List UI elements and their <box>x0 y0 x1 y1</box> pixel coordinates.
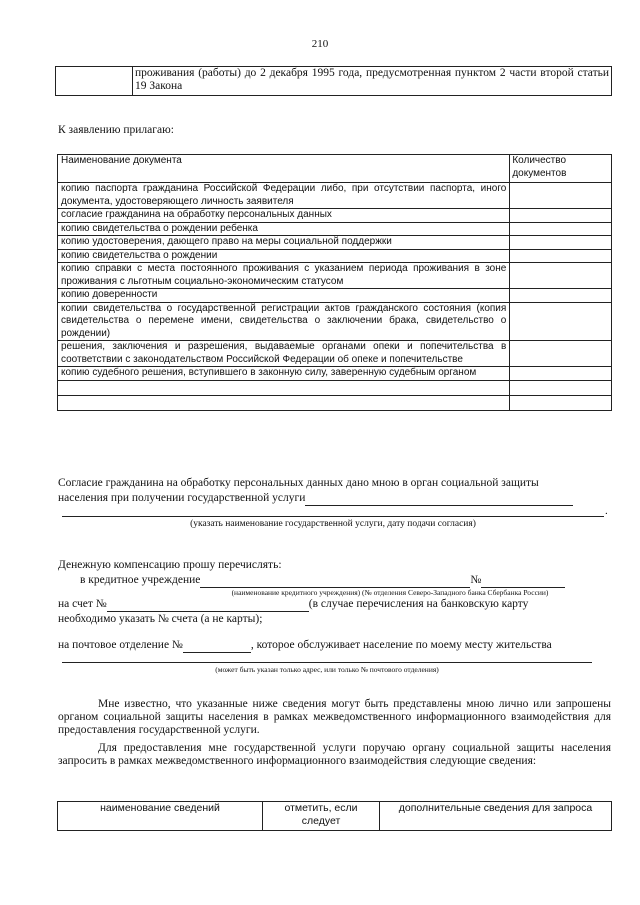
continuation-text: проживания (работы) до 2 декабря 1995 года, предусмотренная пунктом 2 части второй статьи 19 Закона <box>133 67 612 96</box>
document-name: решения, заключения и разрешения, выдаваемые органами опеки и попечительства в соответствии с законодательством Российской Федерации об опеке и попечительстве <box>58 341 510 367</box>
credit-line <box>80 573 580 588</box>
consent-line-2 <box>58 491 613 506</box>
account-line-2: необходимо указать № счета (а не карты); <box>58 613 263 625</box>
page-number: 210 <box>311 38 329 50</box>
document-count <box>510 236 612 250</box>
table-row <box>58 249 612 263</box>
table-header-row <box>58 155 612 183</box>
document-name: копию справки с места постоянного проживания с указанием периода проживания в зоне проживания с льготным социально-экономическим статусом <box>58 263 510 289</box>
document-name: копию судебного решения, вступившего в законную силу, заверенную судебным органом <box>58 367 510 381</box>
post-address-field[interactable] <box>62 661 592 663</box>
table-row <box>58 222 612 236</box>
paragraph-known: Мне известно, что указанные ниже сведения могут быть представлены мною лично или запрошены органом социальной защиты населения в рамках межведомственного информационного взаимодействия для предоставления государственной услуги. <box>58 698 611 736</box>
document-name: согласие гражданина на обработку персональных данных <box>58 209 510 223</box>
account-label: на счет № <box>58 598 107 610</box>
document-count <box>510 209 612 223</box>
header-document-count: Количество документов <box>510 155 612 183</box>
post-tail: , которое обслуживает население по моему месту жительства <box>250 639 552 651</box>
post-note: (может быть указан только адрес, или только № почтового отделения) <box>215 665 439 674</box>
consent-note: (указать наименование государственной услуги, дату подачи согласия) <box>190 519 476 529</box>
document-count <box>510 183 612 209</box>
header-additional-info: дополнительные сведения для запроса <box>380 802 612 831</box>
paragraph-request: Для предоставления мне государственной услуги поручаю органу социальной защиты населения запросить в рамках межведомственного информационного взаимодействия следующие сведения: <box>58 742 611 767</box>
document-name: копию паспорта гражданина Российской Федерации либо, при отсутствии паспорта, иного документа, удостоверяющего личность заявителя <box>58 183 510 209</box>
branch-number-field[interactable] <box>481 575 565 588</box>
table-row <box>58 236 612 250</box>
document-count <box>510 395 612 410</box>
continuation-table <box>55 66 612 96</box>
credit-note: (наименование кредитного учреждения) (№ отделения Северо-Западного банка Сбербанка России) <box>231 588 549 597</box>
service-name-field-line2[interactable] <box>62 514 604 517</box>
header-mark-if-needed: отметить, если следует <box>263 802 380 831</box>
table-row <box>58 380 612 395</box>
document-count <box>510 302 612 341</box>
consent-block <box>58 476 613 506</box>
period-mark: . <box>605 505 608 517</box>
attach-label: К заявлению прилагаю: <box>58 124 174 136</box>
header-document-name: Наименование документа <box>58 155 510 183</box>
consent-line-1: Согласие гражданина на обработку персональных данных дано мною в орган социальной защиты <box>58 477 539 489</box>
document-name: копию свидетельства о рождении ребенка <box>58 222 510 236</box>
document-count <box>510 380 612 395</box>
table-row <box>58 302 612 341</box>
document-name: копии свидетельства о государственной регистрации актов гражданского состояния (копия свидетельства о перемене имени, свидетельства о заключении брака, свидетельство о рождении) <box>58 302 510 341</box>
document-count <box>510 222 612 236</box>
document-name <box>58 380 510 395</box>
empty-cell <box>56 67 133 96</box>
credit-label: в кредитное учреждение <box>80 574 201 586</box>
document-name <box>58 395 510 410</box>
post-label: на почтовое отделение № <box>58 639 183 651</box>
account-tail: (в случае перечисления на банковскую карту <box>308 598 529 610</box>
document-name: копию свидетельства о рождении <box>58 249 510 263</box>
credit-institution-field[interactable] <box>200 575 470 588</box>
post-line <box>58 638 618 653</box>
table-row <box>58 289 612 303</box>
consent-line-2-text: населения при получении государственной услуги <box>58 492 306 504</box>
number-sign: № <box>470 574 482 586</box>
compensation-title: Денежную компенсацию прошу перечислять: <box>58 559 282 571</box>
document-name: копию доверенности <box>58 289 510 303</box>
table-row <box>58 209 612 223</box>
table-header-row <box>58 802 612 831</box>
information-table <box>57 801 612 831</box>
account-line <box>58 597 618 612</box>
table-row <box>58 367 612 381</box>
header-info-name: наименование сведений <box>58 802 263 831</box>
table-row <box>56 67 612 96</box>
document-name: копию удостоверения, дающего право на меры социальной поддержки <box>58 236 510 250</box>
account-number-field[interactable] <box>107 599 309 612</box>
table-row <box>58 263 612 289</box>
documents-table <box>57 154 612 411</box>
service-name-field[interactable] <box>305 493 573 506</box>
document-count <box>510 289 612 303</box>
document-count <box>510 249 612 263</box>
table-row <box>58 341 612 367</box>
table-row <box>58 395 612 410</box>
post-office-field[interactable] <box>183 640 251 653</box>
document-count <box>510 367 612 381</box>
document-count <box>510 263 612 289</box>
table-row <box>58 183 612 209</box>
document-count <box>510 341 612 367</box>
